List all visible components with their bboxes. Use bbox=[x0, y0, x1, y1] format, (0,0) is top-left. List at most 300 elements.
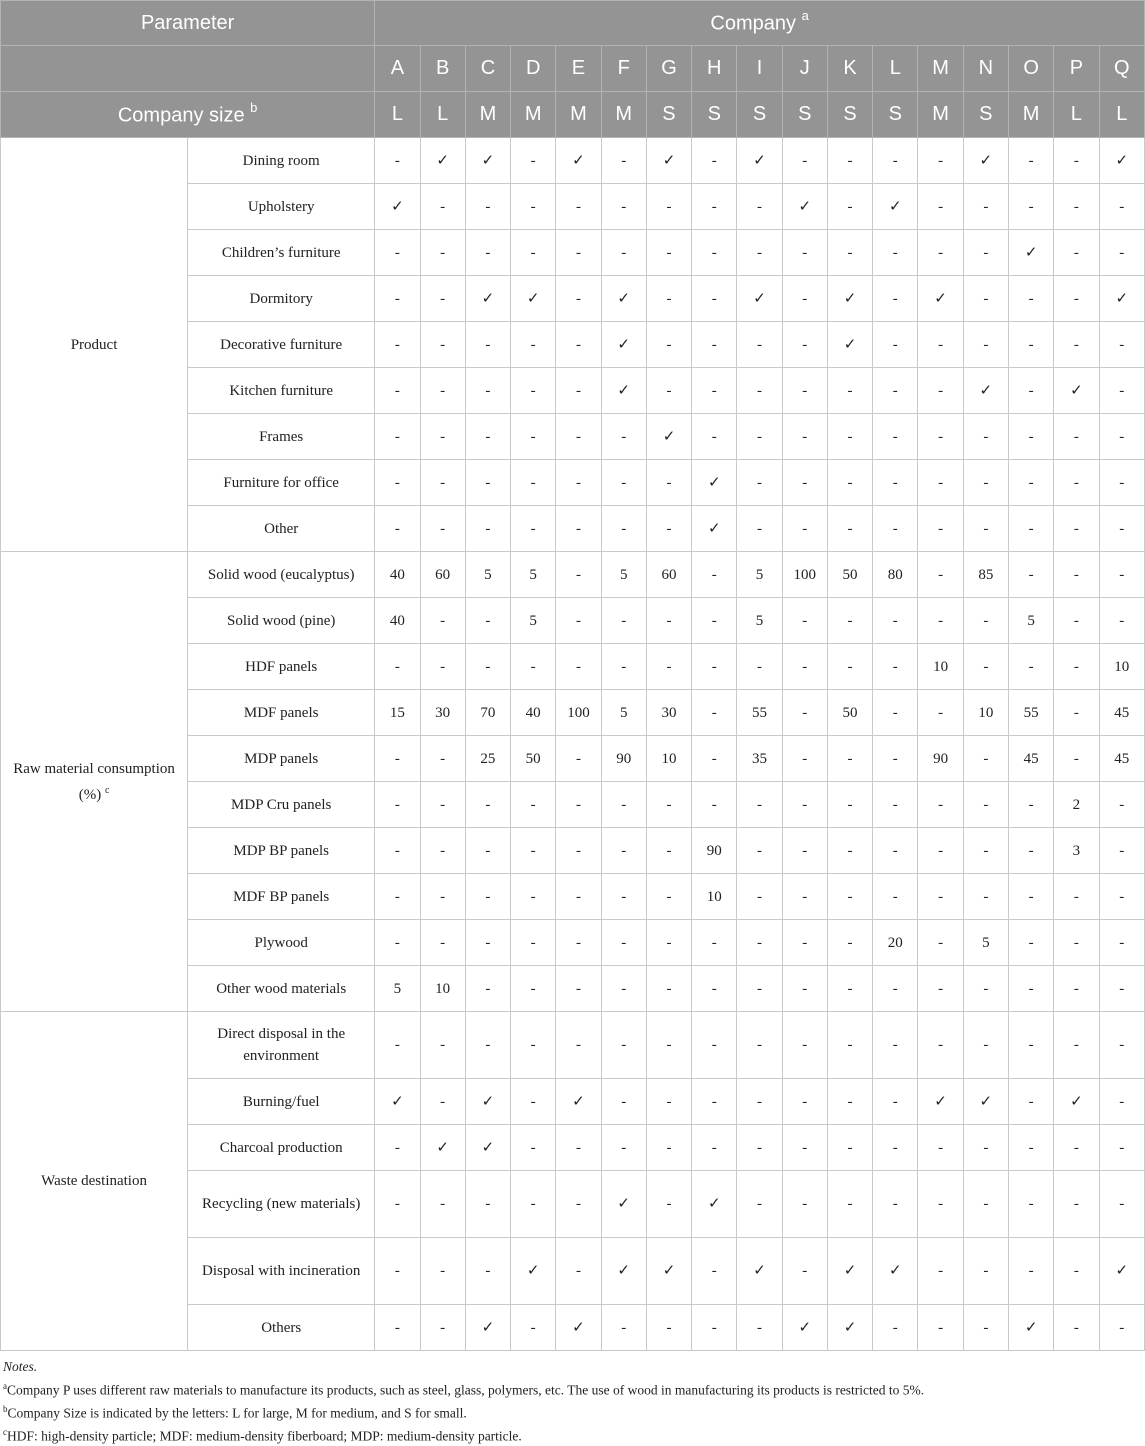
note-mark: a bbox=[3, 1380, 7, 1391]
value-cell: - bbox=[827, 1171, 872, 1238]
header-blank-cell bbox=[1, 46, 375, 92]
value-cell: - bbox=[556, 552, 601, 598]
value-cell: 25 bbox=[465, 736, 510, 782]
value-cell: - bbox=[873, 368, 918, 414]
value-cell: - bbox=[873, 460, 918, 506]
table-row bbox=[1, 138, 1145, 184]
value-cell: - bbox=[1099, 1012, 1145, 1079]
company-size-value: L bbox=[420, 92, 465, 138]
value-cell: 5 bbox=[737, 552, 782, 598]
value-cell: - bbox=[556, 1171, 601, 1238]
value-cell: - bbox=[465, 874, 510, 920]
value-cell: - bbox=[692, 1305, 737, 1351]
value-cell: ✓ bbox=[782, 1305, 827, 1351]
value-cell: - bbox=[1008, 460, 1053, 506]
value-cell: - bbox=[511, 414, 556, 460]
value-cell: - bbox=[963, 414, 1008, 460]
value-cell: - bbox=[420, 1079, 465, 1125]
value-cell: - bbox=[1008, 1079, 1053, 1125]
value-cell: - bbox=[1099, 1305, 1145, 1351]
value-cell: 20 bbox=[873, 920, 918, 966]
group-label-cell bbox=[1, 1012, 188, 1351]
value-cell: - bbox=[1099, 828, 1145, 874]
value-cell: - bbox=[375, 138, 420, 184]
value-cell: - bbox=[556, 414, 601, 460]
value-cell: - bbox=[646, 920, 691, 966]
company-letter: A bbox=[375, 46, 420, 92]
company-letter: K bbox=[827, 46, 872, 92]
company-size-value: L bbox=[1054, 92, 1099, 138]
value-cell: - bbox=[465, 782, 510, 828]
value-cell: ✓ bbox=[465, 1125, 510, 1171]
value-cell: - bbox=[1008, 184, 1053, 230]
value-cell: 5 bbox=[511, 598, 556, 644]
value-cell: - bbox=[375, 414, 420, 460]
value-cell: - bbox=[646, 184, 691, 230]
company-size-value: S bbox=[737, 92, 782, 138]
value-cell: ✓ bbox=[692, 1171, 737, 1238]
value-cell: - bbox=[601, 460, 646, 506]
company-size-value: L bbox=[375, 92, 420, 138]
value-cell: 90 bbox=[601, 736, 646, 782]
value-cell: - bbox=[918, 552, 963, 598]
value-cell: - bbox=[556, 230, 601, 276]
company-letter: N bbox=[963, 46, 1008, 92]
value-cell: ✓ bbox=[465, 1305, 510, 1351]
value-cell: ✓ bbox=[465, 1079, 510, 1125]
row-label: Direct disposal in the environment bbox=[188, 1012, 375, 1079]
value-cell: - bbox=[1008, 1238, 1053, 1305]
value-cell: - bbox=[1054, 920, 1099, 966]
value-cell: ✓ bbox=[692, 460, 737, 506]
value-cell: - bbox=[1054, 1012, 1099, 1079]
value-cell: ✓ bbox=[465, 138, 510, 184]
value-cell: ✓ bbox=[873, 1238, 918, 1305]
value-cell: - bbox=[601, 506, 646, 552]
value-cell: - bbox=[782, 276, 827, 322]
value-cell: ✓ bbox=[646, 1238, 691, 1305]
note-item bbox=[3, 1400, 1145, 1423]
value-cell: - bbox=[782, 598, 827, 644]
value-cell: - bbox=[1099, 506, 1145, 552]
company-letter: G bbox=[646, 46, 691, 92]
value-cell: - bbox=[1054, 690, 1099, 736]
value-cell: - bbox=[420, 368, 465, 414]
value-cell: - bbox=[1054, 1171, 1099, 1238]
value-cell: - bbox=[692, 184, 737, 230]
value-cell: - bbox=[918, 690, 963, 736]
value-cell: - bbox=[827, 506, 872, 552]
row-label: Dining room bbox=[188, 138, 375, 184]
value-cell: ✓ bbox=[827, 1305, 872, 1351]
group-label-cell bbox=[1, 552, 188, 1012]
value-cell: - bbox=[511, 782, 556, 828]
value-cell: - bbox=[737, 828, 782, 874]
value-cell: 85 bbox=[963, 552, 1008, 598]
value-cell: - bbox=[646, 322, 691, 368]
value-cell: - bbox=[465, 1012, 510, 1079]
value-cell: - bbox=[918, 598, 963, 644]
value-cell: - bbox=[1054, 644, 1099, 690]
row-label: Kitchen furniture bbox=[188, 368, 375, 414]
value-cell: - bbox=[420, 460, 465, 506]
row-label: MDP BP panels bbox=[188, 828, 375, 874]
value-cell: - bbox=[601, 782, 646, 828]
value-cell: - bbox=[465, 414, 510, 460]
value-cell: ✓ bbox=[963, 138, 1008, 184]
value-cell: ✓ bbox=[646, 138, 691, 184]
value-cell: 80 bbox=[873, 552, 918, 598]
company-size-value: S bbox=[782, 92, 827, 138]
company-size-value: S bbox=[646, 92, 691, 138]
value-cell: - bbox=[1054, 966, 1099, 1012]
value-cell: - bbox=[737, 1125, 782, 1171]
value-cell: - bbox=[827, 184, 872, 230]
value-cell: - bbox=[1099, 782, 1145, 828]
value-cell: - bbox=[556, 368, 601, 414]
value-cell: - bbox=[873, 1171, 918, 1238]
value-cell: - bbox=[918, 184, 963, 230]
value-cell: 35 bbox=[737, 736, 782, 782]
value-cell: - bbox=[963, 966, 1008, 1012]
value-cell: - bbox=[375, 368, 420, 414]
note-item bbox=[3, 1423, 1145, 1446]
value-cell: - bbox=[646, 644, 691, 690]
value-cell: - bbox=[782, 460, 827, 506]
value-cell: - bbox=[1099, 1079, 1145, 1125]
value-cell: - bbox=[556, 828, 601, 874]
value-cell: - bbox=[692, 736, 737, 782]
value-cell: - bbox=[873, 1079, 918, 1125]
value-cell: - bbox=[737, 782, 782, 828]
value-cell: - bbox=[420, 322, 465, 368]
value-cell: - bbox=[375, 782, 420, 828]
value-cell: ✓ bbox=[601, 322, 646, 368]
value-cell: - bbox=[782, 506, 827, 552]
value-cell: - bbox=[375, 920, 420, 966]
value-cell: - bbox=[782, 828, 827, 874]
company-size-value: S bbox=[873, 92, 918, 138]
value-cell: - bbox=[692, 322, 737, 368]
value-cell: - bbox=[556, 598, 601, 644]
value-cell: - bbox=[556, 782, 601, 828]
value-cell: - bbox=[420, 1305, 465, 1351]
value-cell: - bbox=[782, 1079, 827, 1125]
value-cell: - bbox=[465, 460, 510, 506]
value-cell: ✓ bbox=[556, 1079, 601, 1125]
value-cell: - bbox=[918, 230, 963, 276]
value-cell: - bbox=[511, 966, 556, 1012]
value-cell: - bbox=[556, 1125, 601, 1171]
value-cell: - bbox=[465, 506, 510, 552]
value-cell: - bbox=[601, 598, 646, 644]
value-cell: - bbox=[1008, 1125, 1053, 1171]
value-cell: - bbox=[963, 276, 1008, 322]
value-cell: - bbox=[782, 874, 827, 920]
value-cell: - bbox=[601, 828, 646, 874]
value-cell: 50 bbox=[827, 690, 872, 736]
note-mark: b bbox=[3, 1403, 8, 1414]
value-cell: - bbox=[873, 690, 918, 736]
value-cell: - bbox=[692, 598, 737, 644]
company-letter: P bbox=[1054, 46, 1099, 92]
value-cell: - bbox=[556, 1238, 601, 1305]
value-cell: ✓ bbox=[918, 276, 963, 322]
value-cell: - bbox=[511, 920, 556, 966]
value-cell: - bbox=[1008, 782, 1053, 828]
value-cell: ✓ bbox=[1099, 138, 1145, 184]
value-cell: - bbox=[827, 598, 872, 644]
value-cell: - bbox=[918, 782, 963, 828]
value-cell: - bbox=[1099, 552, 1145, 598]
value-cell: - bbox=[827, 966, 872, 1012]
value-cell: - bbox=[1008, 414, 1053, 460]
value-cell: - bbox=[737, 644, 782, 690]
value-cell: - bbox=[375, 460, 420, 506]
value-cell: - bbox=[782, 690, 827, 736]
value-cell: - bbox=[873, 644, 918, 690]
value-cell: - bbox=[873, 138, 918, 184]
value-cell: - bbox=[1054, 1125, 1099, 1171]
value-cell: - bbox=[1099, 230, 1145, 276]
value-cell: 50 bbox=[511, 736, 556, 782]
company-size-value: M bbox=[601, 92, 646, 138]
value-cell: - bbox=[556, 506, 601, 552]
value-cell: ✓ bbox=[420, 1125, 465, 1171]
value-cell: ✓ bbox=[556, 1305, 601, 1351]
value-cell: ✓ bbox=[511, 1238, 556, 1305]
value-cell: - bbox=[646, 828, 691, 874]
value-cell: - bbox=[827, 414, 872, 460]
value-cell: - bbox=[601, 184, 646, 230]
value-cell: ✓ bbox=[1054, 1079, 1099, 1125]
value-cell: - bbox=[1099, 1171, 1145, 1238]
row-label: Other wood materials bbox=[188, 966, 375, 1012]
value-cell: ✓ bbox=[1054, 368, 1099, 414]
value-cell: 90 bbox=[918, 736, 963, 782]
group-footnote-mark: c bbox=[104, 784, 110, 796]
value-cell: 5 bbox=[601, 552, 646, 598]
value-cell: - bbox=[556, 874, 601, 920]
notes-heading: Notes. bbox=[3, 1359, 38, 1374]
value-cell: - bbox=[963, 184, 1008, 230]
value-cell: - bbox=[511, 368, 556, 414]
company-size-value: M bbox=[465, 92, 510, 138]
value-cell: - bbox=[1099, 184, 1145, 230]
value-cell: 5 bbox=[601, 690, 646, 736]
row-label: MDF BP panels bbox=[188, 874, 375, 920]
value-cell: - bbox=[601, 1012, 646, 1079]
value-cell: - bbox=[782, 414, 827, 460]
row-label: Recycling (new materials) bbox=[188, 1171, 375, 1238]
company-letter: B bbox=[420, 46, 465, 92]
value-cell: - bbox=[1008, 368, 1053, 414]
value-cell: ✓ bbox=[601, 1238, 646, 1305]
company-letter: I bbox=[737, 46, 782, 92]
value-cell: - bbox=[646, 1171, 691, 1238]
group-label: Waste destination bbox=[41, 1173, 147, 1189]
value-cell: - bbox=[556, 966, 601, 1012]
value-cell: 90 bbox=[692, 828, 737, 874]
value-cell: - bbox=[963, 1305, 1008, 1351]
value-cell: - bbox=[646, 276, 691, 322]
value-cell: 10 bbox=[918, 644, 963, 690]
value-cell: - bbox=[963, 1171, 1008, 1238]
value-cell: - bbox=[873, 828, 918, 874]
row-label: Children’s furniture bbox=[188, 230, 375, 276]
value-cell: - bbox=[1054, 460, 1099, 506]
value-cell: - bbox=[692, 276, 737, 322]
value-cell: - bbox=[375, 276, 420, 322]
value-cell: - bbox=[1054, 276, 1099, 322]
value-cell: - bbox=[465, 828, 510, 874]
header-row-company bbox=[1, 1, 1145, 46]
value-cell: - bbox=[420, 874, 465, 920]
value-cell: - bbox=[827, 230, 872, 276]
company-letter: H bbox=[692, 46, 737, 92]
value-cell: - bbox=[511, 230, 556, 276]
value-cell: ✓ bbox=[556, 138, 601, 184]
value-cell: 15 bbox=[375, 690, 420, 736]
value-cell: ✓ bbox=[465, 276, 510, 322]
value-cell: - bbox=[1008, 138, 1053, 184]
value-cell: - bbox=[1008, 322, 1053, 368]
value-cell: - bbox=[601, 138, 646, 184]
value-cell: - bbox=[737, 920, 782, 966]
value-cell: - bbox=[556, 920, 601, 966]
value-cell: - bbox=[1008, 920, 1053, 966]
value-cell: ✓ bbox=[601, 1171, 646, 1238]
company-letter: E bbox=[556, 46, 601, 92]
value-cell: - bbox=[827, 644, 872, 690]
value-cell: - bbox=[1099, 966, 1145, 1012]
value-cell: - bbox=[601, 1305, 646, 1351]
value-cell: - bbox=[465, 1238, 510, 1305]
table-notes bbox=[0, 1351, 1145, 1446]
value-cell: 40 bbox=[511, 690, 556, 736]
value-cell: - bbox=[963, 506, 1008, 552]
value-cell: - bbox=[827, 368, 872, 414]
value-cell: - bbox=[782, 966, 827, 1012]
value-cell: 45 bbox=[1099, 690, 1145, 736]
value-cell: - bbox=[827, 138, 872, 184]
value-cell: - bbox=[420, 1238, 465, 1305]
value-cell: - bbox=[692, 782, 737, 828]
value-cell: - bbox=[827, 920, 872, 966]
value-cell: - bbox=[646, 230, 691, 276]
value-cell: 60 bbox=[646, 552, 691, 598]
value-cell: ✓ bbox=[963, 368, 1008, 414]
company-size-footnote-mark: b bbox=[250, 99, 258, 115]
value-cell: - bbox=[827, 1125, 872, 1171]
value-cell: - bbox=[420, 506, 465, 552]
value-cell: - bbox=[511, 1305, 556, 1351]
value-cell: - bbox=[420, 1171, 465, 1238]
company-letter: O bbox=[1008, 46, 1053, 92]
value-cell: - bbox=[375, 644, 420, 690]
company-letter: M bbox=[918, 46, 963, 92]
value-cell: ✓ bbox=[1099, 276, 1145, 322]
value-cell: - bbox=[737, 1171, 782, 1238]
value-cell: - bbox=[692, 966, 737, 1012]
value-cell: - bbox=[1054, 414, 1099, 460]
value-cell: 10 bbox=[692, 874, 737, 920]
value-cell: - bbox=[918, 368, 963, 414]
value-cell: - bbox=[375, 1238, 420, 1305]
value-cell: - bbox=[963, 644, 1008, 690]
company-size-header bbox=[1, 92, 375, 138]
value-cell: - bbox=[556, 736, 601, 782]
value-cell: 5 bbox=[963, 920, 1008, 966]
value-cell: ✓ bbox=[375, 1079, 420, 1125]
value-cell: - bbox=[420, 184, 465, 230]
value-cell: - bbox=[465, 966, 510, 1012]
value-cell: - bbox=[918, 828, 963, 874]
value-cell: 10 bbox=[420, 966, 465, 1012]
value-cell: - bbox=[420, 598, 465, 644]
value-cell: ✓ bbox=[737, 1238, 782, 1305]
value-cell: - bbox=[646, 598, 691, 644]
value-cell: 5 bbox=[511, 552, 556, 598]
value-cell: - bbox=[1054, 1305, 1099, 1351]
value-cell: - bbox=[692, 690, 737, 736]
group-label: Product bbox=[70, 336, 118, 353]
value-cell: - bbox=[601, 1125, 646, 1171]
table-body bbox=[1, 138, 1145, 1351]
value-cell: - bbox=[782, 138, 827, 184]
value-cell: - bbox=[737, 1079, 782, 1125]
value-cell: - bbox=[873, 322, 918, 368]
row-label: Decorative furniture bbox=[188, 322, 375, 368]
company-size-label: Company size bbox=[117, 104, 245, 127]
row-label: MDP panels bbox=[188, 736, 375, 782]
value-cell: - bbox=[556, 1012, 601, 1079]
value-cell: - bbox=[918, 920, 963, 966]
value-cell: 30 bbox=[646, 690, 691, 736]
value-cell: - bbox=[646, 874, 691, 920]
value-cell: - bbox=[827, 874, 872, 920]
value-cell: - bbox=[646, 1012, 691, 1079]
company-size-value: S bbox=[963, 92, 1008, 138]
value-cell: - bbox=[1054, 736, 1099, 782]
value-cell: - bbox=[918, 506, 963, 552]
value-cell: - bbox=[1054, 874, 1099, 920]
value-cell: - bbox=[465, 644, 510, 690]
row-label: Others bbox=[188, 1305, 375, 1351]
value-cell: - bbox=[963, 828, 1008, 874]
row-label: Solid wood (eucalyptus) bbox=[188, 552, 375, 598]
value-cell: - bbox=[511, 1125, 556, 1171]
value-cell: ✓ bbox=[1008, 230, 1053, 276]
value-cell: - bbox=[873, 782, 918, 828]
company-letter: F bbox=[601, 46, 646, 92]
value-cell: - bbox=[1099, 1125, 1145, 1171]
value-cell: 70 bbox=[465, 690, 510, 736]
value-cell: 10 bbox=[963, 690, 1008, 736]
value-cell: - bbox=[375, 1171, 420, 1238]
value-cell: - bbox=[420, 1012, 465, 1079]
note-text: Company Size is indicated by the letters: L for large, M for medium, and S for small. bbox=[7, 1405, 467, 1420]
row-label: Furniture for office bbox=[188, 460, 375, 506]
value-cell: ✓ bbox=[601, 368, 646, 414]
value-cell: - bbox=[737, 966, 782, 1012]
company-header bbox=[375, 1, 1145, 46]
value-cell: - bbox=[827, 460, 872, 506]
value-cell: ✓ bbox=[375, 184, 420, 230]
table-header bbox=[1, 1, 1145, 138]
row-label: HDF panels bbox=[188, 644, 375, 690]
value-cell: - bbox=[782, 322, 827, 368]
